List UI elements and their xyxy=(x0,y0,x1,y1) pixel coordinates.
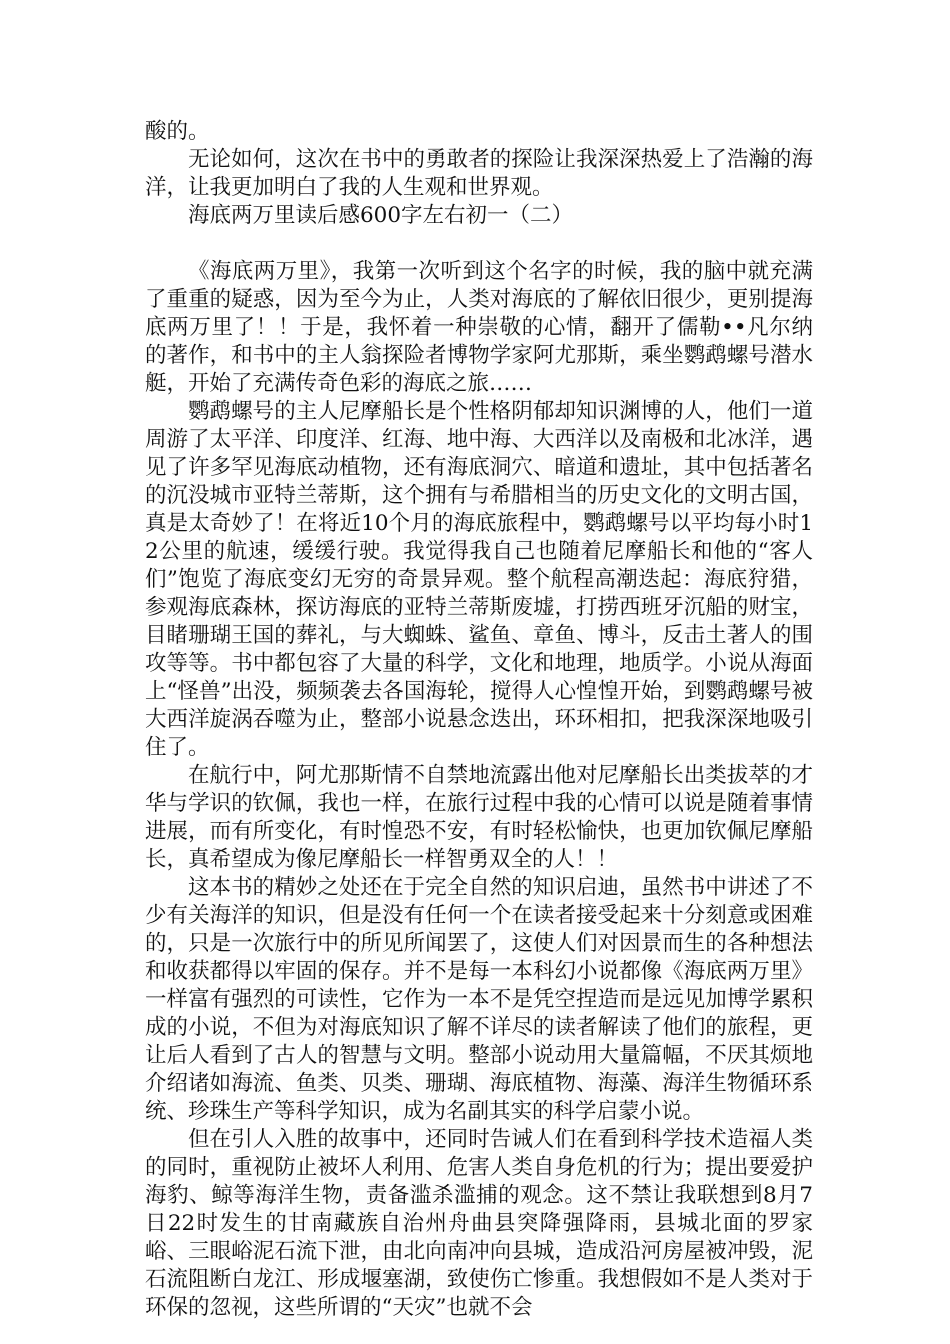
paragraph-closing-fragment: 酸的。 xyxy=(145,119,210,144)
blank-line xyxy=(145,230,813,258)
paragraph-intro: 《海底两万里》，我第一次听到这个名字的时候，我的脑中就充满了重重的疑惑，因为至今为止，人类对海底的了解依旧很少，更别提海底两万里了！！于是，我怀着一种崇敬的心情，翻开了儒勒••凡尔纳的著作，和书中的主人翁探险者博物学家阿尤那斯，乘坐鹦鹉螺号潜水艇，开始了充满传奇色彩的海底之旅…… xyxy=(145,259,813,396)
section-heading: 海底两万里读后感600字左右初一（二） xyxy=(188,203,574,228)
paragraph-voyage: 鹦鹉螺号的主人尼摩船长是个性格阴郁却知识渊博的人，他们一道周游了太平洋、印度洋、红海、地中海、大西洋以及南极和北冰洋，遇见了许多罕见海底动植物，还有海底洞穴、暗道和遗址，其中包括著名的沉没城市亚特兰蒂斯，这个拥有与希腊相当的历史文化的文明古国，真是太奇妙了！在将近10个月的海底旅程中，鹦鹉螺号以平均每小时12公里的航速，缓缓行驶。我觉得我自己也随着尼摩船长和他的“客人们”饱览了海底变幻无穷的奇景异观。整个航程高潮迭起：海底狩猎，参观海底森林，探访海底的亚特兰蒂斯废墟，打捞西班牙沉船的财宝，目睹珊瑚王国的葬礼，与大蜘蛛、鲨鱼、章鱼、博斗，反击土著人的围攻等等。书中都包容了大量的科学，文化和地理，地质学。小说从海面上“怪兽”出没，频频袭去各国海轮，搅得人心惶惶开始，到鹦鹉螺号被大西洋旋涡吞噬为止，整部小说悬念迭出，环环相扣，把我深深地吸引住了。 xyxy=(145,399,813,760)
paragraph-knowledge: 这本书的精妙之处还在于完全自然的知识启迪，虽然书中讲述了不少有关海洋的知识，但是没有任何一个在读者接受起来十分刻意或困难的，只是一次旅行中的所见所闻罢了，这使人们对因景而生的各种想法和收获都得以牢固的保存。并不是每一本科幻小说都像《海底两万里》一样富有强烈的可读性，它作为一本不是凭空捏造而是远见加博学累积成的小说，不但为对海底知识了解不详尽的读者解读了他们的旅程，更让后人看到了古人的智慧与文明。整部小说动用大量篇幅，不厌其烦地介绍诸如海流、鱼类、贝类、珊瑚、海底植物、海藻、海洋生物循环系统、珍珠生产等科学知识，成为名副其实的科学启蒙小说。 xyxy=(145,875,813,1124)
paragraph-admiration: 在航行中，阿尤那斯情不自禁地流露出他对尼摩船长出类拔萃的才华与学识的钦佩，我也一样，在旅行过程中我的心情可以说是随着事情进展，而有所变化，有时惶恐不安，有时轻松愉快，也更加钦佩尼摩船长，真希望成为像尼摩船长一样智勇双全的人！！ xyxy=(145,763,813,872)
paragraph-warning: 但在引人入胜的故事中，还同时告诫人们在看到科学技术造福人类的同时，重视防止被坏人利用、危害人类自身危机的行为；提出要爱护海豹、鲸等海洋生物，责备滥杀滥捕的观念。这不禁让我联想到8月7日22时发生的甘南藏族自治州舟曲县突降强降雨，县城北面的罗家峪、三眼峪泥石流下泄，由北向南冲向县城，造成沿河房屋被冲毁，泥石流阻断白龙江、形成堰塞湖，致使伤亡惨重。我想假如不是人类对于环保的忽视，这些所谓的“天灾”也就不会 xyxy=(145,1127,813,1320)
paragraph-conclusion: 无论如何，这次在书中的勇敢者的探险让我深深热爱上了浩瀚的海洋，让我更加明白了我的人生观和世界观。 xyxy=(145,147,813,200)
document-page xyxy=(145,118,813,1322)
